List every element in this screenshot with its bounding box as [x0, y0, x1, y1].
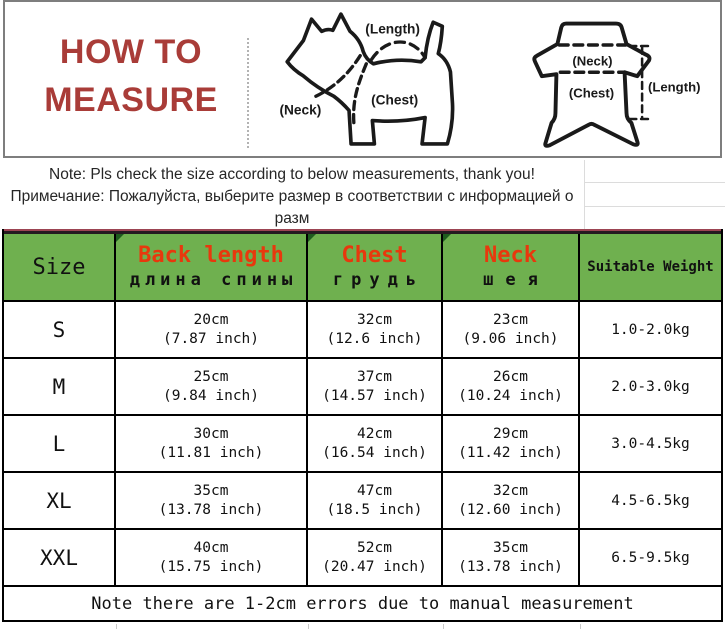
- dog-length-dash: [371, 42, 425, 60]
- table-row-l-back: 30cm (11.81 inch): [116, 416, 308, 473]
- title-line-1: HOW TO: [59, 33, 203, 71]
- col-header-back-length: Back length длина спины: [116, 234, 308, 302]
- table-row-s-size: S: [4, 302, 116, 359]
- table-footer-note: Note there are 1-2cm errors due to manual measurement: [91, 593, 634, 614]
- dog-length-label: (Length): [365, 21, 420, 37]
- table-row-xxl-chest: 52cm (20.47 inch): [308, 530, 443, 587]
- dog-neck-dash: [312, 56, 361, 99]
- title-line-2: MEASURE: [44, 81, 218, 119]
- table-row-xl-size: XL: [4, 473, 116, 530]
- spreadsheet-gridline: [584, 182, 725, 183]
- table-row-xxl-weight: 6.5-9.5kg: [580, 530, 721, 587]
- spreadsheet-gridline: [308, 624, 309, 629]
- table-row-l-size: L: [4, 416, 116, 473]
- table-row-xl-chest: 47cm (18.5 inch): [308, 473, 443, 530]
- table-row-l-neck: 29cm (11.42 inch): [443, 416, 580, 473]
- page-title: [25, 28, 237, 124]
- spreadsheet-gridline: [584, 160, 585, 229]
- note-banner: [0, 160, 725, 229]
- table-row-m-weight: 2.0-3.0kg: [580, 359, 721, 416]
- table-row-m-neck: 26cm (10.24 inch): [443, 359, 580, 416]
- table-row-xxl-back: 40cm (15.75 inch): [116, 530, 308, 587]
- garment-length-label: (Length): [647, 79, 701, 95]
- table-row-s-weight: 1.0-2.0kg: [580, 302, 721, 359]
- measure-panel: [3, 0, 722, 158]
- note-line-ru-1: Примечание: Пожалуйста, выберите размер в соответствии с информацией о разм: [10, 188, 574, 227]
- size-table: [2, 229, 723, 622]
- spreadsheet-gridline: [584, 206, 725, 207]
- table-row-s-back: 20cm (7.87 inch): [116, 302, 308, 359]
- spreadsheet-gridline: [116, 624, 117, 629]
- table-row-s-neck: 23cm (9.06 inch): [443, 302, 580, 359]
- dotted-divider: [247, 38, 249, 148]
- table-row-xl-neck: 32cm (12.60 inch): [443, 473, 580, 530]
- col-header-weight: Suitable Weight: [580, 234, 721, 302]
- spreadsheet-gridline: [443, 624, 444, 629]
- note-line-en: Note: Pls check the size according to below measurements, thank you!: [49, 166, 535, 183]
- col-header-size: Size: [4, 234, 116, 302]
- table-row-xxl-size: XXL: [4, 530, 116, 587]
- table-row-m-back: 25cm (9.84 inch): [116, 359, 308, 416]
- garment-measurement-diagram: [503, 8, 715, 156]
- dog-neck-label: (Neck): [279, 102, 322, 118]
- garment-chest-label: (Chest): [568, 85, 615, 101]
- dog-chest-label: (Chest): [371, 92, 419, 108]
- col-header-neck: Neck шея: [443, 234, 580, 302]
- table-row-s-chest: 32cm (12.6 inch): [308, 302, 443, 359]
- table-row-m-size: M: [4, 359, 116, 416]
- col-header-chest: Chest грудь: [308, 234, 443, 302]
- table-row-xl-back: 35cm (13.78 inch): [116, 473, 308, 530]
- table-row-xxl-neck: 35cm (13.78 inch): [443, 530, 580, 587]
- table-row-m-chest: 37cm (14.57 inch): [308, 359, 443, 416]
- dog-measurement-diagram: [273, 6, 491, 150]
- table-row-l-chest: 42cm (16.54 inch): [308, 416, 443, 473]
- spreadsheet-gridline: [580, 624, 581, 629]
- dog-chest-dash: [354, 64, 367, 127]
- table-row-xl-weight: 4.5-6.5kg: [580, 473, 721, 530]
- table-row-l-weight: 3.0-4.5kg: [580, 416, 721, 473]
- garment-neck-label: (Neck): [572, 53, 613, 69]
